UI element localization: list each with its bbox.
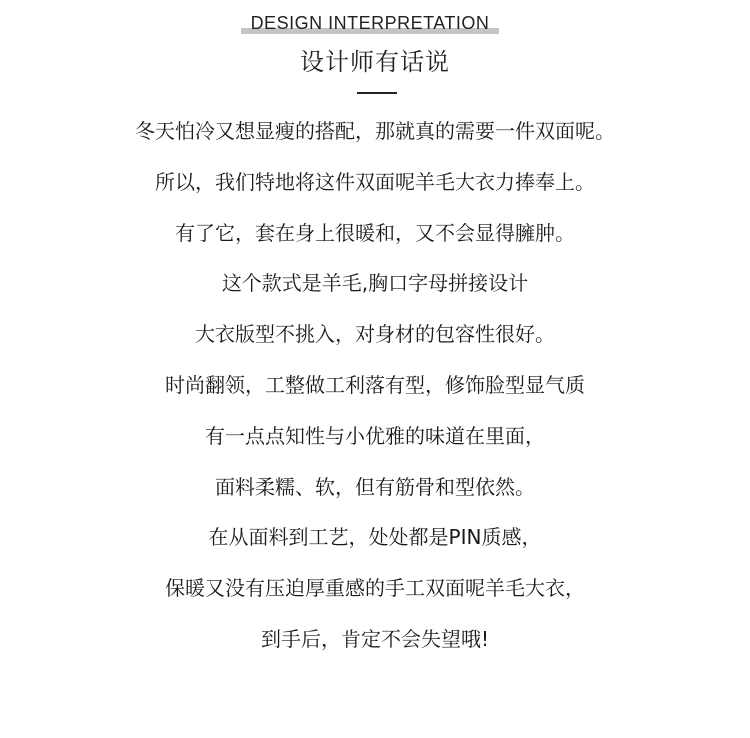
description-line: 大衣版型不挑入，对身材的包容性很好。: [195, 322, 555, 347]
description-line: 面料柔糯、软，但有筋骨和型依然。: [215, 474, 535, 499]
description-line: 冬天怕冷又想显瘦的搭配，那就真的需要一件双面呢。: [135, 119, 615, 143]
description-line: 保暖又没有压迫厚重感的手工双面呢羊毛大衣，: [165, 576, 585, 601]
description-line: 这个款式是羊毛,胸口字母拼接设计: [221, 271, 529, 296]
description-line: 在从面料到工艺，处处都是PIN质感，: [208, 525, 542, 550]
description-line: 所以，我们特地将这件双面呢羊毛大衣力捧奉上。: [155, 169, 595, 194]
description-line: 有了它，套在身上很暖和，又不会显得臃肿。: [175, 220, 575, 245]
description-line: 时尚翻领，工整做工利落有型，修饰脸型显气质: [165, 372, 585, 397]
description-paragraph: [0, 116, 750, 675]
english-section-title: DESIGN INTERPRETATION: [250, 13, 490, 33]
description-line: 到手后，肯定不会失望哦!: [260, 626, 490, 651]
section-heading-band: [241, 12, 499, 34]
title-divider: [357, 92, 397, 94]
chinese-section-title: 设计师有话说: [300, 48, 450, 76]
description-line: 有一点点知性与小优雅的味道在里面，: [205, 423, 545, 448]
